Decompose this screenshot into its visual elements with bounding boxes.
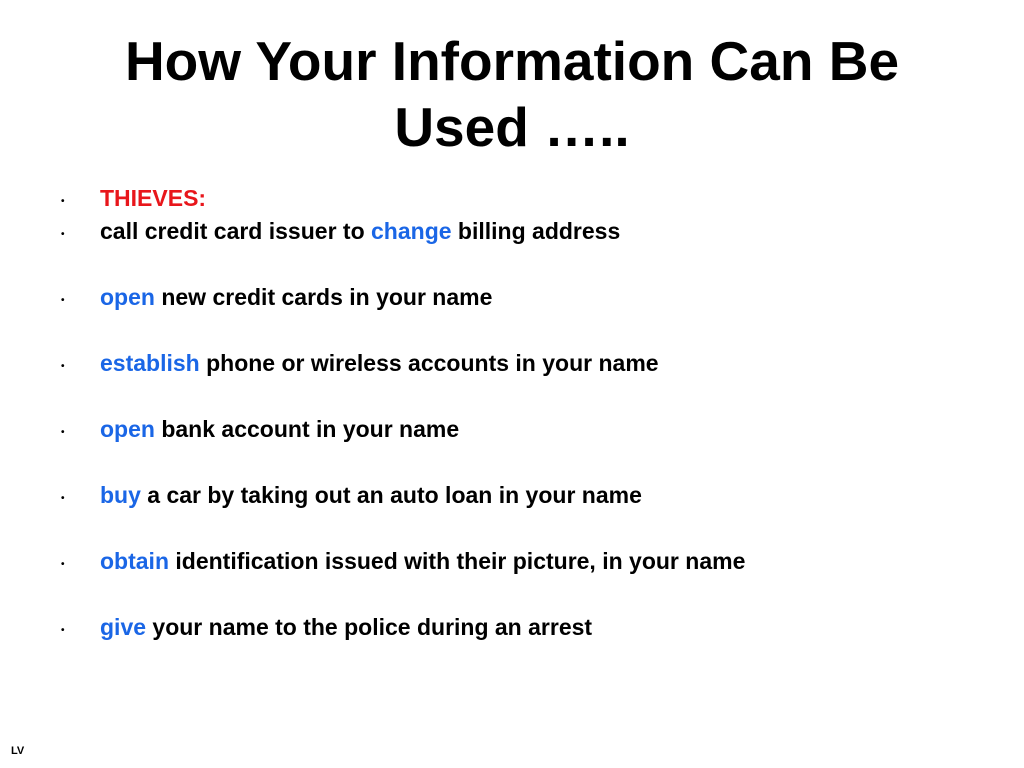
bullet-text xyxy=(100,182,206,215)
bullet-keyword: obtain xyxy=(100,548,169,574)
bullet-dot-icon: • xyxy=(61,196,65,207)
bullet-item-obtain-id xyxy=(56,545,996,578)
bullet-rest: identification issued with their picture, in your name xyxy=(169,548,746,574)
bullet-spacer xyxy=(56,380,996,413)
bullet-item-change-address xyxy=(56,215,996,248)
bullet-dot-icon: • xyxy=(61,295,65,306)
bullet-prefix: call credit card issuer to xyxy=(100,218,372,244)
bullet-item-open-cards xyxy=(56,281,996,314)
bullet-item-thieves xyxy=(56,182,996,215)
bullet-text xyxy=(100,545,745,578)
slide-title xyxy=(0,28,1024,160)
bullet-heading: THIEVES: xyxy=(100,185,207,211)
bullet-text xyxy=(100,215,620,248)
bullet-dot-icon: • xyxy=(61,625,65,636)
bullet-item-open-bank xyxy=(56,413,996,446)
bullet-dot-icon: • xyxy=(61,427,65,438)
bullet-text xyxy=(100,347,659,380)
bullet-dot-icon: • xyxy=(61,559,65,570)
bullet-item-establish-phone xyxy=(56,347,996,380)
bullet-keyword: give xyxy=(100,614,147,640)
bullet-dot-icon: • xyxy=(61,493,65,504)
bullet-text xyxy=(100,413,459,446)
bullet-keyword: change xyxy=(371,218,452,244)
bullet-rest: billing address xyxy=(451,218,621,244)
footer-initials: LV xyxy=(11,745,25,757)
bullet-spacer xyxy=(56,314,996,347)
bullet-spacer xyxy=(56,512,996,545)
bullet-keyword: buy xyxy=(100,482,141,508)
bullet-text xyxy=(100,281,492,314)
bullet-text xyxy=(100,479,642,512)
bullet-keyword: open xyxy=(100,284,155,310)
bullet-list xyxy=(56,182,996,644)
bullet-dot-icon: • xyxy=(61,229,65,240)
bullet-item-buy-car xyxy=(56,479,996,512)
bullet-rest: a car by taking out an auto loan in your name xyxy=(140,482,642,508)
bullet-spacer xyxy=(56,578,996,611)
bullet-rest: new credit cards in your name xyxy=(154,284,493,310)
bullet-rest: phone or wireless accounts in your name xyxy=(199,350,659,376)
bullet-spacer xyxy=(56,446,996,479)
title-line-1: How Your Information Can Be xyxy=(124,30,900,92)
bullet-rest: your name to the police during an arrest xyxy=(146,614,593,640)
bullet-keyword: establish xyxy=(100,350,200,376)
title-line-2: Used ….. xyxy=(394,96,630,158)
bullet-keyword: open xyxy=(100,416,155,442)
bullet-dot-icon: • xyxy=(61,361,65,372)
bullet-item-give-name xyxy=(56,611,996,644)
bullet-text xyxy=(100,611,592,644)
bullet-rest: bank account in your name xyxy=(154,416,460,442)
bullet-spacer xyxy=(56,248,996,281)
